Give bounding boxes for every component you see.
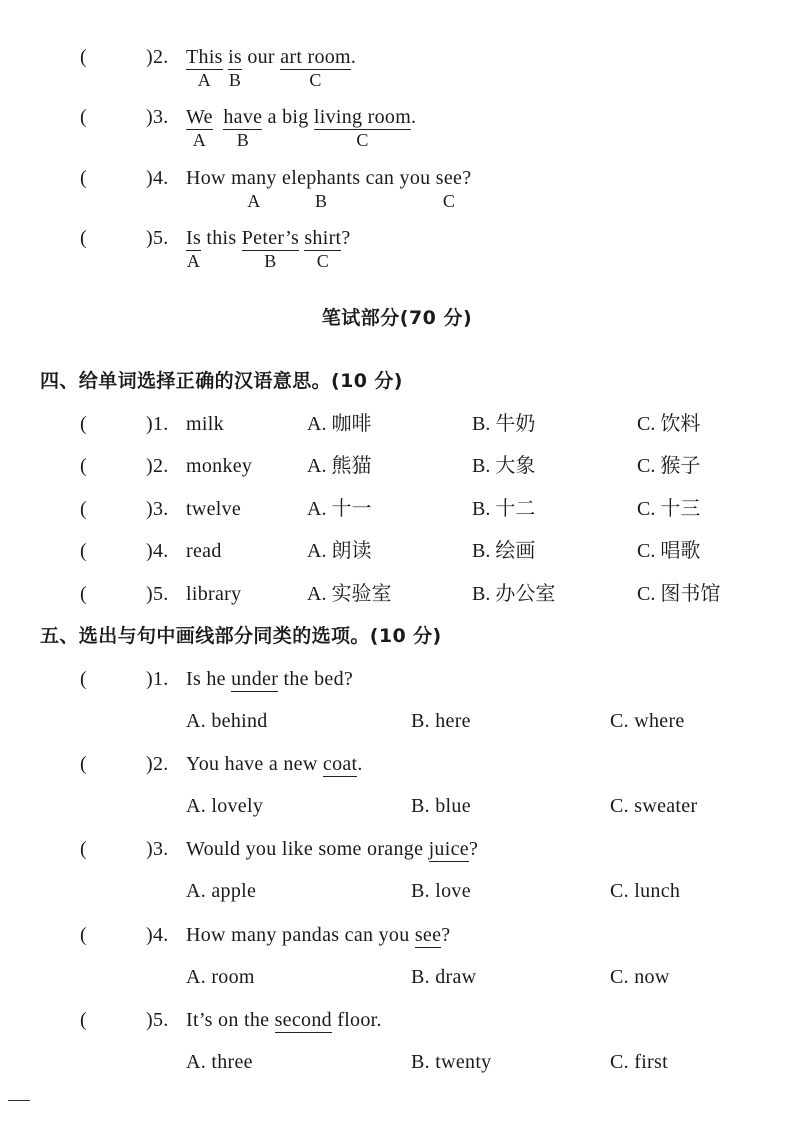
answer-segment (241, 226, 300, 271)
written-section-title: 笔试部分(70 分) (321, 307, 473, 329)
segment-text: many (231, 167, 277, 189)
sentence-post: the bed? (278, 668, 354, 690)
answer-segment (228, 45, 243, 90)
option-b: B. draw (411, 966, 477, 988)
answer-segment (304, 226, 342, 271)
option-c: C. 唱歌 (637, 540, 701, 562)
option-b: B. 办公室 (472, 583, 556, 605)
part1-question-2 (0, 45, 794, 95)
section4-item-1 (0, 412, 794, 438)
segment-text: This (186, 46, 223, 68)
segment-label: B (228, 70, 242, 90)
option-b: B. 大象 (472, 455, 536, 477)
segment-text: shirt (304, 227, 342, 249)
answer-segment (186, 45, 223, 90)
answer-bracket[interactable]: ( (80, 924, 87, 946)
option-a: A. 咖啡 (307, 413, 372, 435)
segment-text: Peter’s (241, 227, 300, 249)
option-a: A. 十一 (307, 498, 372, 520)
answer-bracket[interactable]: ( (80, 583, 87, 605)
option-b: B. 绘画 (472, 540, 536, 562)
option-c: C. 十三 (637, 498, 701, 520)
question-number: )3. (146, 106, 169, 128)
sentence-post: floor. (331, 1009, 382, 1031)
option-c: C. now (610, 966, 670, 988)
question-sentence (186, 923, 450, 947)
option-b: B. blue (411, 795, 471, 817)
segment-label: A (192, 130, 207, 150)
section5-item-5 (0, 1008, 794, 1078)
option-a: A. 朗读 (307, 540, 372, 562)
question-number: )3. (146, 498, 169, 520)
segment-text: have (223, 106, 263, 128)
answer-bracket[interactable]: ( (80, 413, 87, 435)
option-c: C. first (610, 1051, 668, 1073)
sentence-text: this (201, 227, 242, 249)
underlined-word: see (414, 924, 442, 946)
option-b: B. twenty (411, 1051, 492, 1073)
section4-item-2 (0, 454, 794, 480)
question-number: )1. (146, 413, 169, 435)
part1-question-3 (0, 105, 794, 155)
answer-bracket[interactable]: ( (80, 46, 87, 68)
option-c: C. 图书馆 (637, 583, 721, 605)
option-c: C. lunch (610, 880, 681, 902)
option-c: C. where (610, 710, 685, 732)
answer-segment (313, 105, 412, 150)
section5-item-4 (0, 923, 794, 993)
word: monkey (186, 455, 253, 477)
answer-bracket[interactable]: ( (80, 1009, 87, 1031)
segment-label: C (442, 191, 456, 211)
underlined-word: juice (428, 838, 469, 860)
sentence-text: ? (462, 167, 472, 189)
answer-segment (282, 166, 361, 211)
section4-title: 四、给单词选择正确的汉语意思。(10 分) (40, 370, 403, 392)
question-number: )4. (146, 167, 169, 189)
option-b: B. 十二 (472, 498, 536, 520)
sentence-pre: You have a new (186, 753, 323, 775)
answer-bracket[interactable]: ( (80, 753, 87, 775)
sentence-text: a big (262, 106, 314, 128)
underlined-word: under (231, 668, 279, 690)
answer-bracket[interactable]: ( (80, 668, 87, 690)
segment-text: see (435, 167, 463, 189)
sentence-text: our (242, 46, 281, 68)
answer-bracket[interactable]: ( (80, 540, 87, 562)
question-sentence (186, 226, 351, 271)
word: read (186, 540, 222, 562)
question-number: )5. (146, 583, 169, 605)
sentence-text: How (186, 167, 232, 189)
word: milk (186, 413, 224, 435)
question-number: )4. (146, 540, 169, 562)
segment-text: is (228, 46, 243, 68)
segment-label: A (197, 70, 212, 90)
option-c: C. 猴子 (637, 455, 701, 477)
sentence-pre: Would you like some orange (186, 838, 429, 860)
sentence-text: ? (341, 227, 351, 249)
page-edge-mark (8, 1100, 30, 1101)
question-sentence (186, 752, 363, 776)
sentence-post: . (357, 753, 363, 775)
word: twelve (186, 498, 242, 520)
word: library (186, 583, 242, 605)
segment-label: C (309, 70, 322, 90)
segment-label: A (186, 251, 201, 271)
sentence-pre: Is he (186, 668, 232, 690)
underlined-word: coat (322, 753, 358, 775)
segment-label: C (316, 251, 330, 271)
answer-segment (435, 166, 463, 211)
section4-item-5 (0, 582, 794, 608)
answer-segment (280, 45, 351, 90)
segment-text: Is (186, 227, 202, 249)
underlined-word: second (274, 1009, 332, 1031)
answer-segment (186, 226, 202, 271)
sentence-text: can you (360, 167, 436, 189)
question-number: )2. (146, 455, 169, 477)
section5-title: 五、选出与句中画线部分同类的选项。(10 分) (40, 625, 442, 647)
option-a: A. three (186, 1051, 253, 1073)
option-b: B. 牛奶 (472, 413, 536, 435)
answer-bracket[interactable]: ( (80, 838, 87, 860)
answer-segment (223, 105, 263, 150)
question-sentence (186, 105, 417, 150)
segment-label: B (264, 251, 277, 271)
sentence-pre: How many pandas can you (186, 924, 415, 946)
sentence-post: ? (468, 838, 479, 860)
segment-label: B (315, 191, 328, 211)
answer-segment (186, 105, 213, 150)
answer-bracket[interactable]: ( (80, 106, 87, 128)
answer-bracket[interactable]: ( (80, 498, 87, 520)
part1-question-5 (0, 226, 794, 276)
part1-question-4 (0, 166, 794, 216)
segment-label: B (236, 130, 250, 150)
question-number: )3. (146, 838, 169, 860)
sentence-pre: It’s on the (186, 1009, 275, 1031)
sentence-text (213, 106, 224, 128)
segment-text: We (186, 106, 213, 128)
answer-segment (231, 166, 277, 211)
section4-item-3 (0, 497, 794, 523)
section4-item-4 (0, 539, 794, 565)
section5-item-3 (0, 837, 794, 907)
option-a: A. behind (186, 710, 268, 732)
sentence-text: . (411, 106, 417, 128)
segment-text: living room (313, 106, 412, 128)
question-sentence (186, 45, 357, 90)
question-number: )5. (146, 1009, 169, 1031)
question-number: )4. (146, 924, 169, 946)
option-a: A. lovely (186, 795, 264, 817)
question-sentence (186, 667, 353, 691)
option-a: A. 熊猫 (307, 455, 372, 477)
question-number: )5. (146, 227, 169, 249)
sentence-text: . (350, 46, 357, 68)
question-sentence (186, 1008, 382, 1032)
option-c: C. 饮料 (637, 413, 701, 435)
question-sentence (186, 837, 478, 861)
option-a: A. 实验室 (307, 583, 392, 605)
segment-label: A (247, 191, 261, 211)
option-c: C. sweater (610, 795, 698, 817)
option-a: A. apple (186, 880, 257, 902)
section5-item-1 (0, 667, 794, 737)
answer-bracket[interactable]: ( (80, 167, 87, 189)
option-b: B. love (411, 880, 471, 902)
question-number: )1. (146, 668, 169, 690)
answer-bracket[interactable]: ( (80, 227, 87, 249)
question-number: )2. (146, 46, 169, 68)
segment-text: art room (280, 46, 351, 68)
sentence-post: ? (441, 924, 451, 946)
question-number: )2. (146, 753, 169, 775)
option-b: B. here (411, 710, 471, 732)
question-sentence (186, 166, 472, 211)
section5-item-2 (0, 752, 794, 822)
segment-label: C (356, 130, 369, 150)
answer-bracket[interactable]: ( (80, 455, 87, 477)
segment-text: elephants (282, 167, 361, 189)
option-a: A. room (186, 966, 255, 988)
